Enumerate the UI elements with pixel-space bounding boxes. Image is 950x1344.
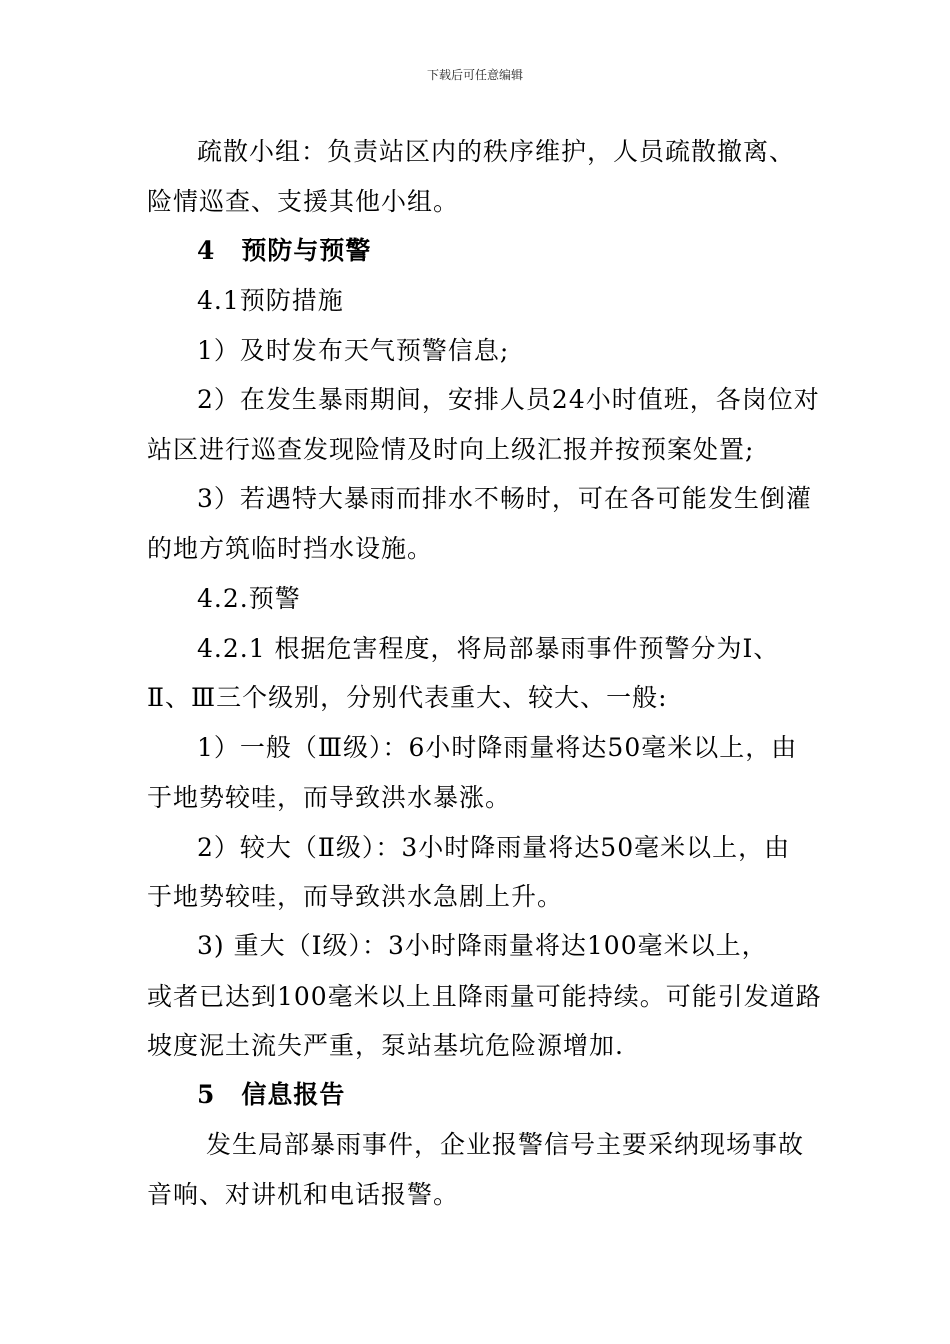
- paragraph-line: 2）在发生暴雨期间，安排人员24小时值班，各岗位对: [197, 385, 820, 414]
- header-note: 下载后可任意编辑: [426, 68, 523, 82]
- paragraph-line: 或者已达到100毫米以上且降雨量可能持续。可能引发道路: [147, 982, 822, 1011]
- paragraph-line: 1）一般（Ⅲ级）：6小时降雨量将达50毫米以上，由: [197, 733, 798, 762]
- section-heading: 4 预防与预警: [197, 236, 372, 265]
- paragraph-line: 于地势较哇，而导致洪水暴涨。: [147, 783, 512, 812]
- paragraph-line: 坡度泥土流失严重，泵站基坑危险源增加.: [147, 1031, 624, 1060]
- paragraph-line: 2）较大（Ⅱ级）：3小时降雨量将达50毫米以上，由: [197, 833, 791, 862]
- subsection-heading: 4.1预防措施: [197, 286, 344, 315]
- subsection-heading: 4.2.预警: [197, 584, 301, 613]
- section-heading: 5 信息报告: [197, 1080, 346, 1109]
- paragraph-line: 的地方筑临时挡水设施。: [147, 534, 434, 563]
- paragraph-line: 1）及时发布天气预警信息;: [197, 336, 510, 365]
- paragraph-line: 音响、对讲机和电话报警。: [147, 1180, 460, 1209]
- paragraph-line: 险情巡查、支援其他小组。: [147, 187, 460, 216]
- paragraph-line: 疏散小组：负责站区内的秩序维护，人员疏散撤离、: [197, 137, 796, 166]
- paragraph-line: 站区进行巡查发现险情及时向上级汇报并按预案处置;: [147, 435, 755, 464]
- paragraph-line: 3）若遇特大暴雨而排水不畅时，可在各可能发生倒灌: [197, 484, 812, 513]
- paragraph-line: 4.2.1 根据危害程度，将局部暴雨事件预警分为Ⅰ、: [197, 634, 780, 663]
- paragraph-line: Ⅱ、Ⅲ三个级别，分别代表重大、较大、一般:: [147, 683, 668, 712]
- paragraph-line: 3) 重大（Ⅰ级）：3小时降雨量将达100毫米以上，: [197, 931, 768, 960]
- paragraph-line: 发生局部暴雨事件，企业报警信号主要采纳现场事故: [206, 1130, 805, 1159]
- paragraph-line: 于地势较哇，而导致洪水急剧上升。: [147, 882, 564, 911]
